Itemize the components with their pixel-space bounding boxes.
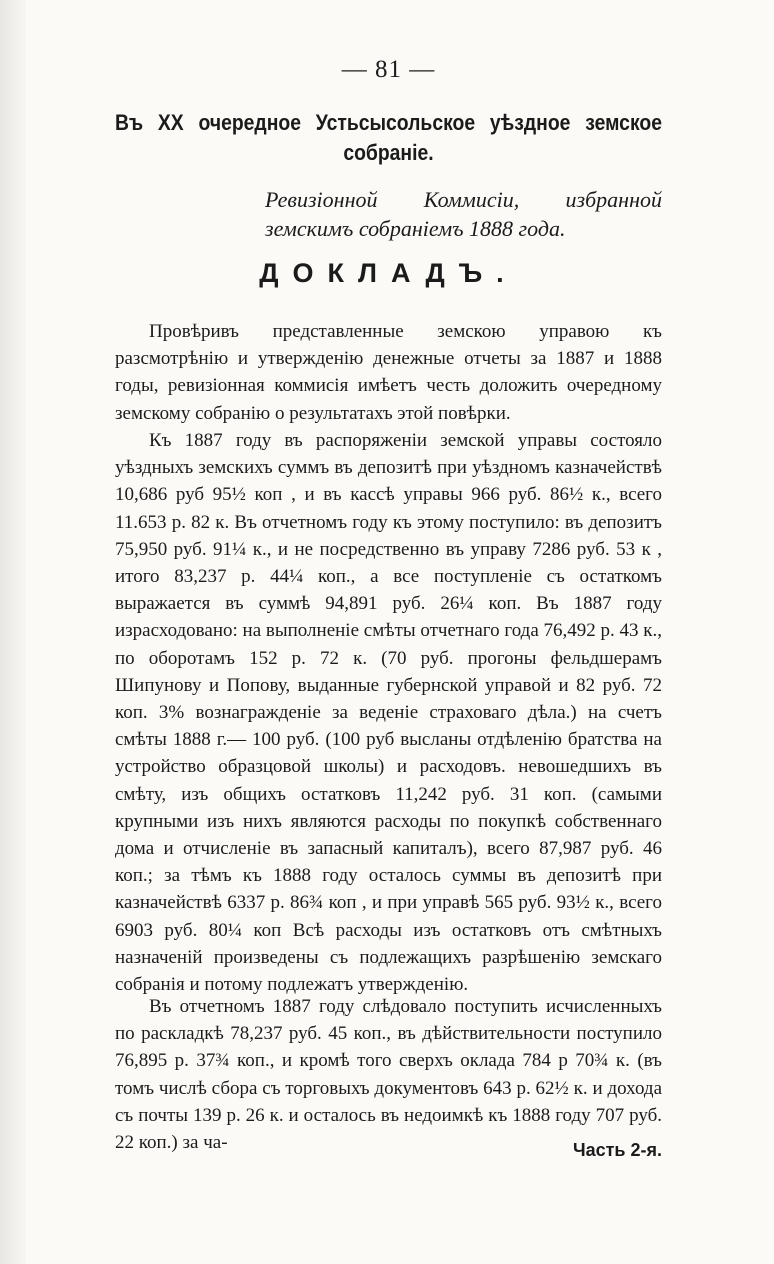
page-edge-shadow: [0, 0, 26, 1264]
subtitle: Ревизіонной Коммисіи, избранной земскимъ собраніемъ 1888 года.: [265, 187, 662, 241]
heading: Въ XX очередное Устьсысольское уѣздное земское собраніе.: [115, 110, 662, 165]
page-number: — 81 —: [341, 56, 436, 83]
paragraph-2: Къ 1887 году въ распоряженіи земской управы состояло уѣздныхъ земскихъ суммъ въ депозитѣ при уѣздномъ казначействѣ 10,686 руб 95½ коп , и въ кассѣ управы 966 руб. 86½ к., всего 11.653 р. 82 к. Въ отчетномъ году къ этому поступило: въ депозитъ 75,950 руб. 91¼ к., и не посредственно въ управу 7286 руб. 53 к , итого 83,237 р. 44¼ коп., а все поступленіе съ остаткомъ выражается въ суммѣ 94,891 руб. 26¼ коп. Въ 1887 году израсходовано: на выполненіе смѣты отчетнаго года 76,492 р. 43 к., по оборотамъ 152 р. 72 к. (70 руб. прогоны фельдшерамъ Шипунову и Попову, выданные губернской управой и 82 руб. 72 коп. 3% вознагражденіе за веденіе страховаго дѣла.) на счетъ смѣты 1888 г.— 100 руб. (100 руб высланы отдѣленію братства на устройство образцовой школы) и расходовъ. невошедшихъ въ смѣту, изъ общихъ остатковъ 11,242 руб. 31 коп. (самыми крупными изъ нихъ являются расходы по покупкѣ собственнаго дома и отчисленіе въ запасный капиталъ), всего 87,987 руб. 46 коп.; за тѣмъ къ 1888 году осталось суммы въ депозитѣ при казначействѣ 6337 р. 86¾ коп , и при управѣ 565 руб. 93½ к., всего 6903 руб. 80¼ коп Всѣ расходы изъ остатковъ отъ смѣтныхъ назначеній произведены съ подлежащихъ разрѣшенію земскаго собранія и потому подлежатъ утвержденію.: [115, 430, 662, 996]
paragraph-3: Въ отчетномъ 1887 году слѣдовало поступить исчисленныхъ по раскладкѣ 78,237 руб. 45 коп., въ дѣйствительности поступило 76,895 р. 37¾ коп., и кромѣ того сверхъ оклада 784 р 70¾ к. (въ томъ числѣ сбора съ торговыхъ документовъ 643 р. 62½ к. и дохода съ почты 139 р. 26 к. и осталось въ недоимкѣ къ 1888 году 707 руб. 22 коп.) за ча-: [115, 996, 662, 1154]
paragraph-1: Провѣривъ представленные земскою управою къ разсмотрѣнію и утвержденію денежные отчеты за 1887 и 1888 годы, ревизіонная коммисія имѣетъ честь доложить очередному земскому собранію о результатахъ этой повѣрки.: [115, 321, 662, 424]
footer-signature: Часть 2-я.: [572, 1140, 662, 1160]
report-title: ДОКЛАДЪ.: [259, 258, 518, 288]
